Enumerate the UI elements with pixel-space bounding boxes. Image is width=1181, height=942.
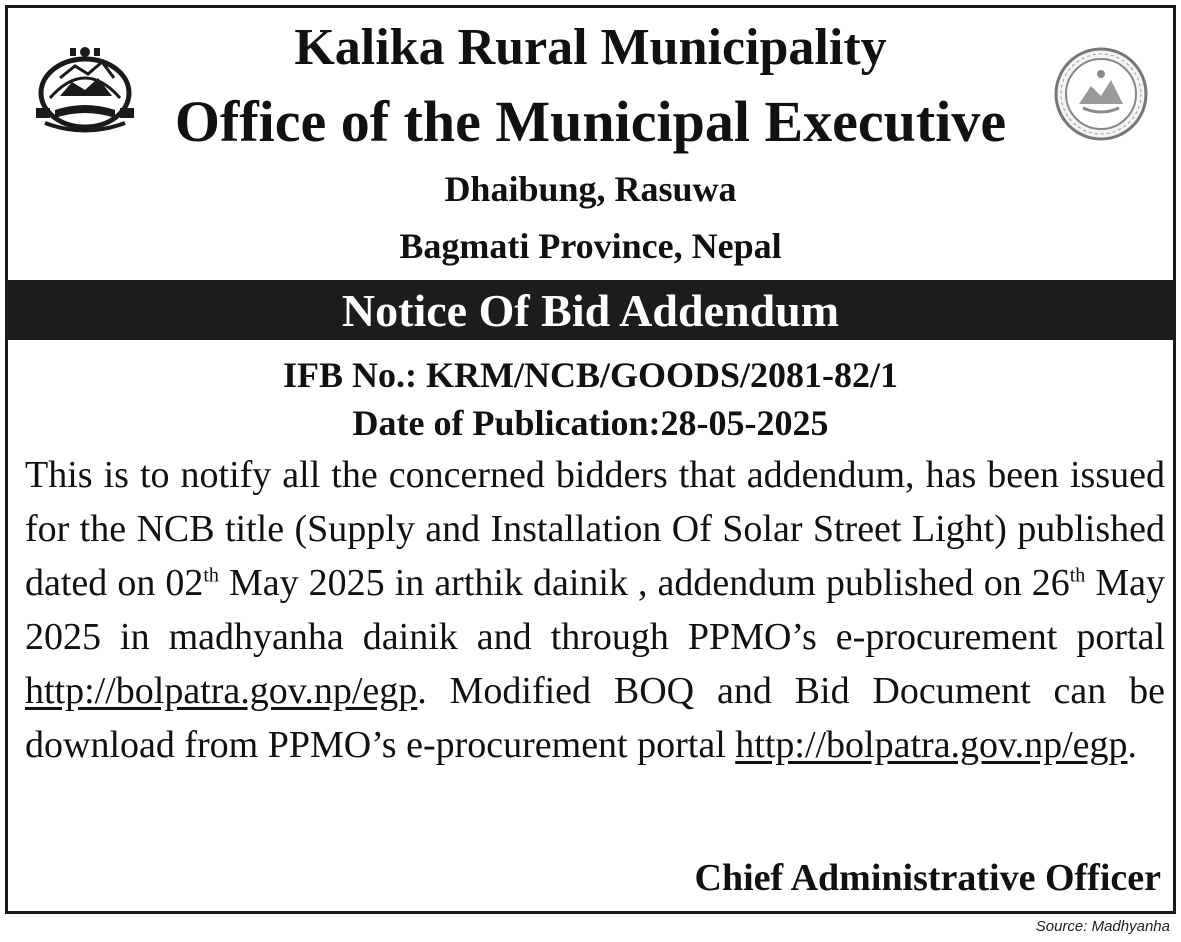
source-caption: Source: Madhyanha	[1035, 918, 1170, 935]
ifb-number: IFB No.: KRM/NCB/GOODS/2081-82/1	[282, 355, 898, 395]
notice-title-bar	[5, 280, 1176, 340]
body-text-part-5: .	[1127, 724, 1138, 766]
municipality-seal-icon	[1053, 46, 1149, 142]
notice-frame	[5, 5, 1176, 914]
notice-title: Notice Of Bid Addendum	[341, 285, 840, 336]
publication-date: Date of Publication:28-05-2025	[352, 403, 829, 443]
notice-body	[25, 448, 1165, 772]
signatory-title: Chief Administrative Officer	[694, 857, 1161, 899]
body-text-part-2: May 2025 in arthik dainik , addendum published on 26	[218, 562, 1070, 604]
notice-header	[8, 8, 1173, 278]
body-text-part-1: This is to notify all the concerned bidders that addendum, has been issued for the NCB title (Supply and Installation Of Solar Street Light) published dated on 02	[25, 454, 1165, 604]
municipality-name: Kalika Rural Municipality	[294, 19, 887, 76]
address-line-district: Dhaibung, Rasuwa	[444, 169, 737, 209]
address-line-province: Bagmati Province, Nepal	[399, 226, 782, 266]
office-name: Office of the Municipal Executive	[174, 89, 1007, 154]
ordinal-suffix-2: th	[1069, 564, 1086, 587]
egp-portal-link-1[interactable]: http://bolpatra.gov.np/egp	[25, 670, 418, 712]
ordinal-suffix-1: th	[203, 564, 219, 587]
egp-portal-link-2[interactable]: http://bolpatra.gov.np/egp	[735, 724, 1128, 766]
body-text-part-3: May 2025 in madhyanha dainik and through PPMO’s e-procurement portal	[25, 562, 1166, 658]
body-text-part-4: . Modified BOQ and Bid Document can be download from PPMO’s e-procurement portal	[25, 670, 1165, 766]
